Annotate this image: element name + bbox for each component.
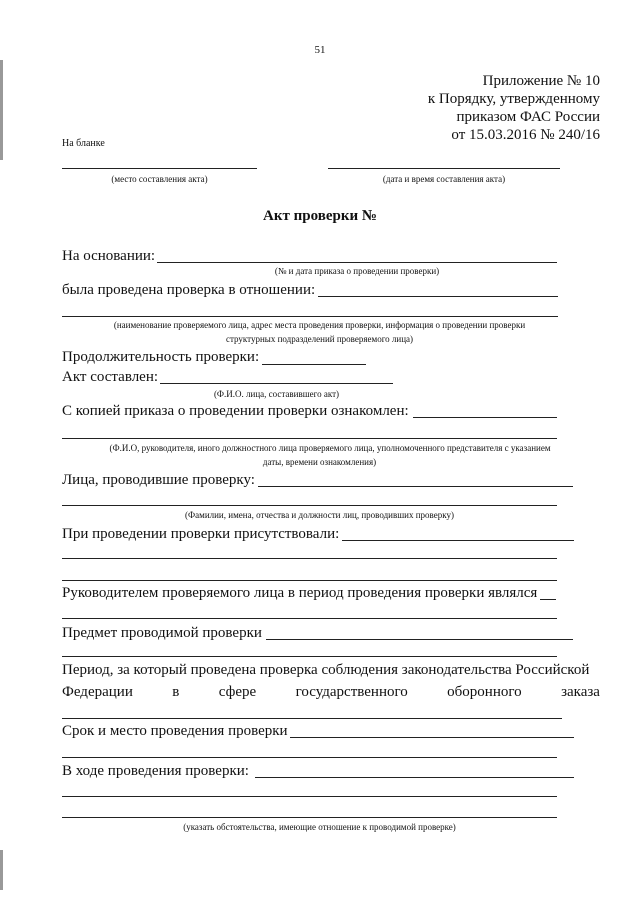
field-copy: С копией приказа о проведении проверки ознакомлен: [62,403,409,419]
field-term: Срок и место проведения проверки [62,723,288,739]
datetime-line [328,168,560,169]
field-head: Руководителем проверяемого лица в период проведения проверки являлся [62,585,538,601]
inspectors-line-2 [62,505,557,506]
conducted-line [318,296,558,297]
caption-place: (место составления акта) [111,174,208,184]
period-word: Федерации [62,684,133,700]
letterhead-note: На бланке [62,138,105,149]
period-word: государственного [295,684,408,700]
caption-acquainted-2: даты, времени ознакомления) [262,457,377,467]
caption-compiler: (Ф.И.О. лица, составившего акт) [213,389,340,399]
caption-order: (№ и дата приказа о проведении проверки) [274,266,440,276]
duration-line [262,364,366,365]
document-title: Акт проверки № [263,208,377,224]
basis-line [157,262,557,263]
caption-acquainted-1: (Ф.И.О, руководителя, иного должностного лица проверяемого лица, уполномоченного представителя с указанием [109,443,551,453]
field-subject: Предмет проводимой проверки [62,625,262,641]
period-word: в [172,684,180,700]
field-compiled: Акт составлен: [62,369,159,385]
head-line [540,599,556,600]
course-line [255,777,574,778]
present-line [342,540,574,541]
caption-entity-2: структурных подразделений проверяемого лица) [225,334,414,344]
course-line-2 [62,796,557,797]
appendix-line: приказом ФАС России [456,109,600,125]
course-line-3 [62,817,557,818]
appendix-line: Приложение № 10 [482,73,600,89]
field-period-2 [62,684,600,701]
subject-line [266,639,573,640]
field-course: В ходе проведения проверки: [62,763,249,779]
appendix-header [340,72,600,144]
head-line-2 [62,618,557,619]
period-word: заказа [561,684,600,700]
field-duration: Продолжительность проверки: [62,349,260,365]
entity-line [62,316,558,317]
period-line [62,718,562,719]
page-number: 51 [314,44,326,56]
caption-entity-1: (наименование проверяемого лица, адрес места проведения проверки, информация о проведении проверки [113,320,526,330]
field-basis: На основании: [62,248,156,264]
appendix-line: от 15.03.2016 № 240/16 [451,127,600,143]
term-line-2 [62,757,557,758]
present-line-3 [62,580,557,581]
present-line-2 [62,558,557,559]
copy-line [413,417,557,418]
acquainted-line [62,438,557,439]
caption-circumstances: (указать обстоятельства, имеющие отношение к проводимой проверке) [183,822,456,832]
compiled-line [160,383,393,384]
subject-line-2 [62,656,557,657]
term-line [290,737,574,738]
field-conducted: была проведена проверка в отношении: [62,282,316,298]
place-line [62,168,257,169]
scan-margin-mark [0,60,3,160]
caption-datetime: (дата и время составления акта) [382,174,506,184]
inspectors-line [258,486,573,487]
caption-inspectors: (Фамилии, имена, отчества и должности лиц, проводивших проверку) [185,510,454,520]
scan-margin-mark [0,850,3,890]
field-period-1: Период, за который проведена проверка соблюдения законодательства Российской [62,662,590,678]
period-word: сфере [218,684,257,700]
field-inspectors: Лица, проводившие проверку: [62,472,255,488]
appendix-line: к Порядку, утвержденному [427,91,600,107]
period-word: оборонного [447,684,522,700]
field-present: При проведении проверки присутствовали: [62,526,340,542]
